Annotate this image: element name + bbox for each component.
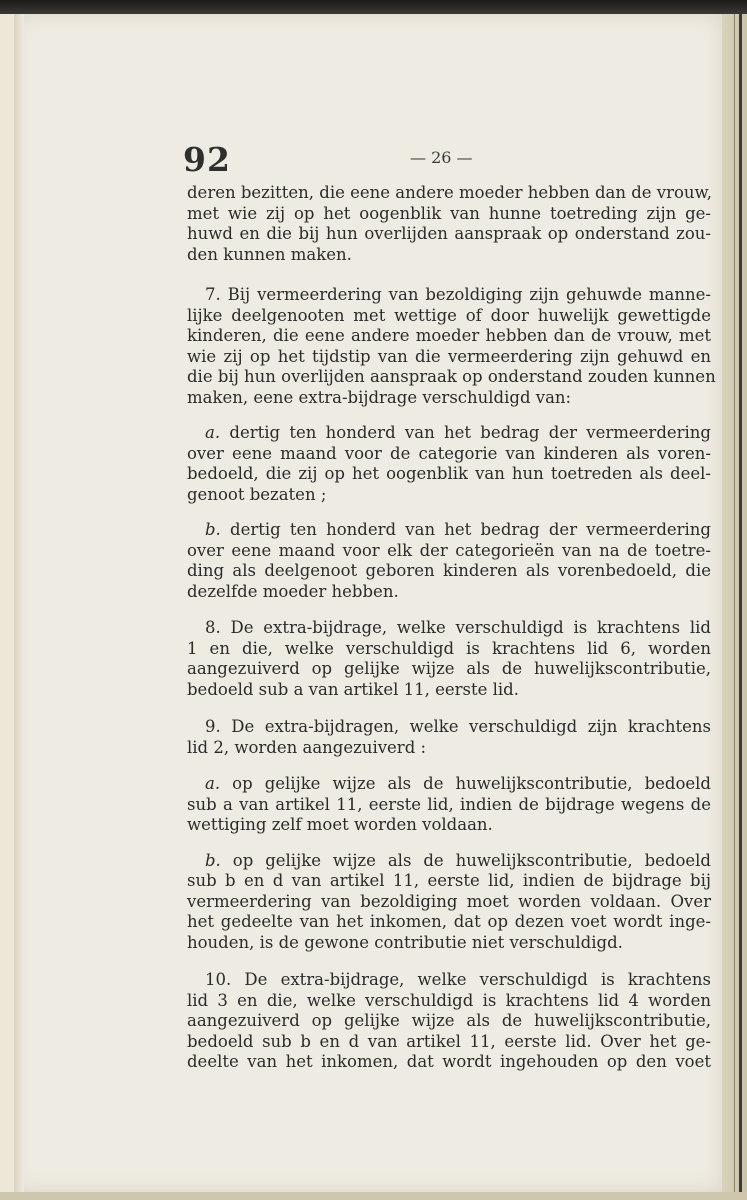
paragraph-9b (187, 851, 711, 954)
text-line: 1 en die, welke verschuldigd is krachtens lid 6, worden (187, 638, 711, 658)
paragraph-intro (187, 183, 711, 265)
text-line: deelte van het inkomen, dat wordt ingehouden op den voet (187, 1052, 711, 1071)
item-label: a. (205, 423, 221, 442)
text-line: die bij hun overlijden aanspraak op onderstand zouden kunnen (187, 367, 716, 386)
text-line: kinderen, die eene andere moeder hebben dan de vrouw, met (187, 326, 711, 345)
text-line: wie zij op het tijdstip van die vermeerdering zijn gehuwd en (187, 346, 711, 366)
book-spine-margin (722, 14, 747, 1192)
spine-line (739, 14, 742, 1192)
spine-line-thin (734, 14, 735, 1192)
text-line: bedoeld sub a van artikel 11, eerste lid. (187, 679, 519, 699)
scan-bottom-border (0, 1192, 747, 1200)
running-head: — 26 — (410, 148, 473, 167)
text-line: houden, is de gewone contributie niet verschuldigd. (187, 932, 623, 952)
printed-page-number: 92 (183, 140, 231, 179)
paragraph-9 (187, 717, 711, 758)
text-run: op gelijke wijze als de huwelijkscontributie, bedoeld (220, 774, 711, 793)
text-line: aangezuiverd op gelijke wijze als de huwelijkscontributie, (187, 1011, 711, 1030)
text-line: bedoeld sub b en d van artikel 11, eerste lid. Over het ge- (187, 1031, 711, 1051)
text-line: over eene maand voor de categorie van kinderen als voren- (187, 443, 711, 463)
text-line: sub a van artikel 11, eerste lid, indien de bijdrage wegens de (187, 794, 711, 814)
paragraph-7b (187, 520, 711, 602)
paragraph-7a (187, 423, 711, 505)
text-line: genoot bezaten ; (187, 484, 327, 504)
text-line: 7. Bij vermeerdering van bezoldiging zijn gehuwde manne- (205, 285, 711, 304)
text-line: lijke deelgenooten met wettige of door huwelijk gewettigde (187, 305, 711, 325)
text-line: den kunnen maken. (187, 244, 352, 264)
text-line: bedoeld, die zij op het oogenblik van hun toetreden als deel- (187, 464, 711, 483)
text-line: aangezuiverd op gelijke wijze als de huwelijkscontributie, (187, 659, 711, 678)
text-line: 10. De extra-bijdrage, welke verschuldigd is krachtens (205, 970, 711, 989)
scan-top-border (0, 0, 747, 14)
text-line: huwd en die bij hun overlijden aanspraak op onderstand zou- (187, 224, 711, 243)
body-text (187, 183, 716, 1073)
text-line: over eene maand voor elk der categorieën van na de toetre- (187, 540, 711, 560)
text-line: ding als deelgenoot geboren kinderen als vorenbedoeld, die (187, 561, 711, 580)
text-line: het gedeelte van het inkomen, dat op dezen voet wordt inge- (187, 912, 711, 931)
text-line: met wie zij op het oogenblik van hunne toetreding zijn ge- (187, 203, 711, 223)
paragraph-10 (187, 970, 711, 1073)
text-line: 9. De extra-bijdragen, welke verschuldigd zijn krachtens (205, 717, 711, 736)
text-line-with-label (187, 520, 711, 541)
text-line: wettiging zelf moet worden voldaan. (187, 815, 493, 834)
item-label: b. (205, 520, 221, 539)
page-left-edge (14, 14, 24, 1192)
text-line-with-label (187, 851, 711, 872)
text-line-with-label (187, 423, 711, 444)
text-run: op gelijke wijze als de huwelijkscontributie, bedoeld (220, 850, 711, 870)
text-line: 8. De extra-bijdrage, welke verschuldigd is krachtens lid (205, 618, 711, 637)
text-run: dertig ten honderd van het bedrag der vermeerdering (220, 423, 711, 442)
item-label: a. (205, 774, 221, 793)
text-line: deren bezitten, die eene andere moeder hebben dan de vrouw, (187, 183, 712, 202)
item-label: b. (205, 850, 221, 870)
text-line: maken, eene extra-bijdrage verschuldigd van: (187, 387, 572, 407)
text-line: vermeerdering van bezoldiging moet worden voldaan. Over (187, 891, 711, 911)
paragraph-9a (187, 774, 711, 836)
text-line: dezelfde moeder hebben. (187, 581, 399, 601)
text-run: dertig ten honderd van het bedrag der vermeerdering (220, 520, 711, 539)
paragraph-8 (187, 618, 711, 700)
text-line: lid 2, worden aangezuiverd : (187, 737, 427, 757)
paragraph-7 (187, 285, 716, 408)
text-line: lid 3 en die, welke verschuldigd is krachtens lid 4 worden (187, 990, 711, 1010)
text-line: sub b en d van artikel 11, eerste lid, indien de bijdrage bij (187, 871, 711, 890)
text-line-with-label (187, 774, 711, 795)
